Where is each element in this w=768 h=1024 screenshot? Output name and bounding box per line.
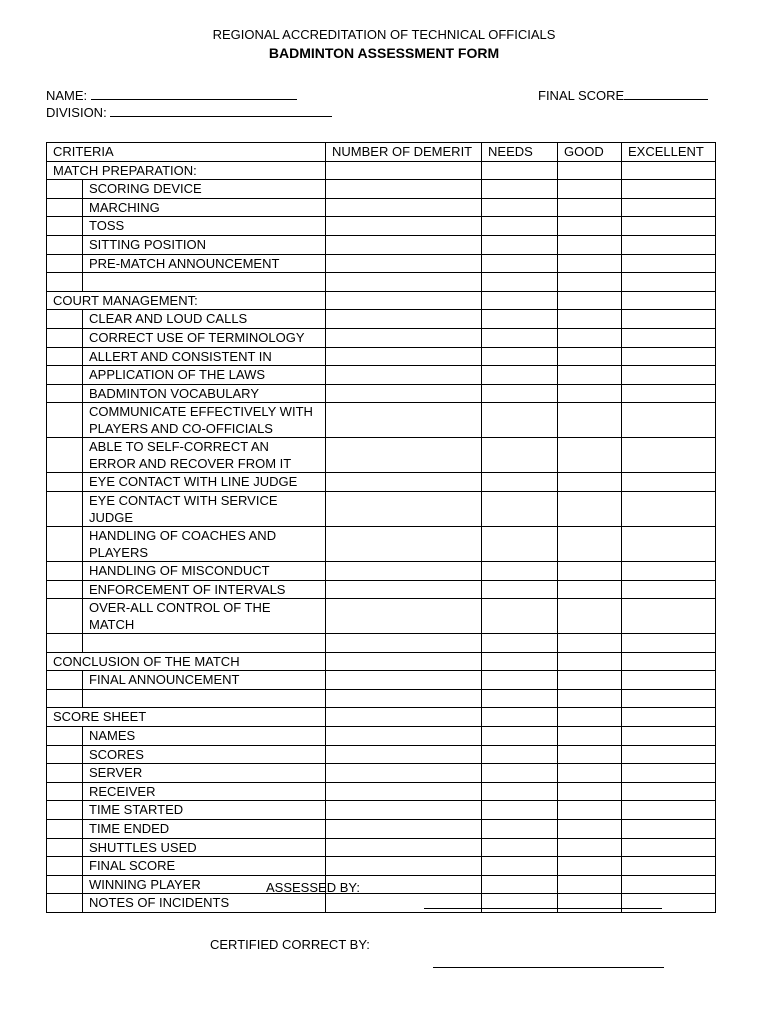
criteria-label: WINNING PLAYER	[83, 875, 326, 894]
indent-cell	[47, 526, 83, 561]
excellent-cell[interactable]	[622, 708, 716, 727]
demerit-cell[interactable]	[326, 561, 482, 580]
division-input-line[interactable]	[110, 105, 332, 117]
demerit-cell[interactable]	[326, 782, 482, 801]
criteria-label: COMMUNICATE EFFECTIVELY WITH PLAYERS AND CO-OFFICIALS	[83, 403, 326, 438]
demerit-cell[interactable]	[326, 599, 482, 634]
form-title: BADMINTON ASSESSMENT FORM	[268, 45, 500, 61]
needs-cell[interactable]	[482, 438, 558, 473]
criteria-row	[47, 580, 716, 599]
indent-cell	[47, 384, 83, 403]
indent-cell	[47, 347, 83, 366]
good-cell[interactable]	[558, 403, 622, 438]
good-cell[interactable]	[558, 273, 622, 292]
indent-cell	[47, 491, 83, 526]
excellent-cell[interactable]	[622, 217, 716, 236]
needs-cell[interactable]	[482, 403, 558, 438]
demerit-cell[interactable]	[326, 235, 482, 254]
criteria-label: BADMINTON VOCABULARY	[83, 384, 326, 403]
criteria-row	[47, 857, 716, 876]
indent-cell	[47, 857, 83, 876]
indent-cell	[47, 438, 83, 473]
excellent-cell[interactable]	[622, 366, 716, 385]
table-header-row	[47, 143, 716, 162]
header-needs: NEEDS	[482, 143, 558, 162]
demerit-cell[interactable]	[326, 438, 482, 473]
needs-cell[interactable]	[482, 634, 558, 653]
criteria-label: SERVER	[83, 764, 326, 783]
criteria-label: CLEAR AND LOUD CALLS	[83, 310, 326, 329]
excellent-cell[interactable]	[622, 254, 716, 273]
good-cell[interactable]	[558, 745, 622, 764]
criteria-row	[47, 310, 716, 329]
criteria-row	[47, 235, 716, 254]
section-heading: CONCLUSION OF THE MATCH	[47, 652, 326, 671]
excellent-cell[interactable]	[622, 727, 716, 746]
header-excellent: EXCELLENT	[622, 143, 716, 162]
good-cell[interactable]	[558, 438, 622, 473]
excellent-cell[interactable]	[622, 745, 716, 764]
criteria-label: TOSS	[83, 217, 326, 236]
needs-cell[interactable]	[482, 875, 558, 894]
excellent-cell[interactable]	[622, 473, 716, 492]
indent-cell	[47, 764, 83, 783]
section-row	[47, 708, 716, 727]
good-cell[interactable]	[558, 217, 622, 236]
good-cell[interactable]	[558, 801, 622, 820]
criteria-row	[47, 384, 716, 403]
good-cell[interactable]	[558, 310, 622, 329]
excellent-cell[interactable]	[622, 180, 716, 199]
criteria-row	[47, 561, 716, 580]
excellent-cell[interactable]	[622, 857, 716, 876]
indent-cell	[47, 820, 83, 839]
needs-cell[interactable]	[482, 599, 558, 634]
good-cell[interactable]	[558, 652, 622, 671]
good-cell[interactable]	[558, 291, 622, 310]
criteria-row	[47, 347, 716, 366]
good-cell[interactable]	[558, 328, 622, 347]
demerit-cell[interactable]	[326, 526, 482, 561]
excellent-cell[interactable]	[622, 689, 716, 708]
demerit-cell[interactable]	[326, 198, 482, 217]
indent-cell	[47, 180, 83, 199]
needs-cell[interactable]	[482, 217, 558, 236]
criteria-label: SHUTTLES USED	[83, 838, 326, 857]
needs-cell[interactable]	[482, 801, 558, 820]
needs-cell[interactable]	[482, 291, 558, 310]
assessment-table	[46, 142, 716, 913]
excellent-cell[interactable]	[622, 235, 716, 254]
needs-cell[interactable]	[482, 764, 558, 783]
needs-cell[interactable]	[482, 894, 558, 913]
excellent-cell[interactable]	[622, 384, 716, 403]
blank-row	[47, 273, 716, 292]
demerit-cell[interactable]	[326, 689, 482, 708]
excellent-cell[interactable]	[622, 347, 716, 366]
good-cell[interactable]	[558, 235, 622, 254]
excellent-cell[interactable]	[622, 310, 716, 329]
final-score-field	[538, 88, 708, 104]
section-heading: SCORE SHEET	[47, 708, 326, 727]
demerit-cell[interactable]	[326, 652, 482, 671]
demerit-cell[interactable]	[326, 161, 482, 180]
section-row	[47, 291, 716, 310]
needs-cell[interactable]	[482, 384, 558, 403]
criteria-label: TIME ENDED	[83, 820, 326, 839]
good-cell[interactable]	[558, 708, 622, 727]
demerit-cell[interactable]	[326, 671, 482, 690]
criteria-label: ALLERT AND CONSISTENT IN	[83, 347, 326, 366]
criteria-row	[47, 328, 716, 347]
needs-cell[interactable]	[482, 235, 558, 254]
criteria-label: SITTING POSITION	[83, 235, 326, 254]
demerit-cell[interactable]	[326, 764, 482, 783]
good-cell[interactable]	[558, 599, 622, 634]
criteria-label: SCORING DEVICE	[83, 180, 326, 199]
indent-cell	[47, 599, 83, 634]
header-number-of-demerit: NUMBER OF DEMERIT	[326, 143, 482, 162]
excellent-cell[interactable]	[622, 561, 716, 580]
good-cell[interactable]	[558, 366, 622, 385]
criteria-label: EYE CONTACT WITH LINE JUDGE	[83, 473, 326, 492]
good-cell[interactable]	[558, 384, 622, 403]
excellent-cell[interactable]	[622, 526, 716, 561]
demerit-cell[interactable]	[326, 384, 482, 403]
good-cell[interactable]	[558, 689, 622, 708]
criteria-row	[47, 745, 716, 764]
criteria-row	[47, 875, 716, 894]
section-heading: COURT MANAGEMENT:	[47, 291, 326, 310]
blank-row	[47, 634, 716, 653]
needs-cell[interactable]	[482, 820, 558, 839]
demerit-cell[interactable]	[326, 894, 482, 913]
criteria-row	[47, 727, 716, 746]
needs-cell[interactable]	[482, 366, 558, 385]
criteria-row	[47, 366, 716, 385]
good-cell[interactable]	[558, 875, 622, 894]
criteria-row	[47, 599, 716, 634]
form-org-title: REGIONAL ACCREDITATION OF TECHNICAL OFFICIALS	[212, 27, 556, 42]
needs-cell[interactable]	[482, 198, 558, 217]
excellent-cell[interactable]	[622, 403, 716, 438]
excellent-cell[interactable]	[622, 875, 716, 894]
excellent-cell[interactable]	[622, 652, 716, 671]
good-cell[interactable]	[558, 161, 622, 180]
needs-cell[interactable]	[482, 689, 558, 708]
criteria-label: NOTES OF INCIDENTS	[83, 894, 326, 913]
certified-by-signature-line[interactable]	[433, 966, 664, 968]
criteria-row	[47, 820, 716, 839]
good-cell[interactable]	[558, 764, 622, 783]
indent-cell	[47, 727, 83, 746]
demerit-cell[interactable]	[326, 291, 482, 310]
needs-cell[interactable]	[482, 273, 558, 292]
excellent-cell[interactable]	[622, 328, 716, 347]
demerit-cell[interactable]	[326, 403, 482, 438]
criteria-label: PRE-MATCH ANNOUNCEMENT	[83, 254, 326, 273]
criteria-label	[83, 634, 326, 653]
indent-cell	[47, 838, 83, 857]
criteria-label: FINAL SCORE	[83, 857, 326, 876]
indent-cell	[47, 671, 83, 690]
criteria-label: ENFORCEMENT OF INTERVALS	[83, 580, 326, 599]
criteria-row	[47, 782, 716, 801]
indent-cell	[47, 782, 83, 801]
criteria-label: HANDLING OF MISCONDUCT	[83, 561, 326, 580]
excellent-cell[interactable]	[622, 291, 716, 310]
needs-cell[interactable]	[482, 745, 558, 764]
excellent-cell[interactable]	[622, 161, 716, 180]
excellent-cell[interactable]	[622, 438, 716, 473]
criteria-label: ABLE TO SELF-CORRECT AN ERROR AND RECOVER FROM IT	[83, 438, 326, 473]
needs-cell[interactable]	[482, 857, 558, 876]
needs-cell[interactable]	[482, 580, 558, 599]
needs-cell[interactable]	[482, 838, 558, 857]
excellent-cell[interactable]	[622, 801, 716, 820]
criteria-label: FINAL ANNOUNCEMENT	[83, 671, 326, 690]
indent-cell	[47, 473, 83, 492]
excellent-cell[interactable]	[622, 782, 716, 801]
good-cell[interactable]	[558, 857, 622, 876]
good-cell[interactable]	[558, 782, 622, 801]
demerit-cell[interactable]	[326, 727, 482, 746]
indent-cell	[47, 894, 83, 913]
excellent-cell[interactable]	[622, 580, 716, 599]
criteria-row	[47, 403, 716, 438]
header-criteria: CRITERIA	[47, 143, 326, 162]
criteria-row	[47, 473, 716, 492]
criteria-row	[47, 491, 716, 526]
criteria-row	[47, 180, 716, 199]
demerit-cell[interactable]	[326, 254, 482, 273]
needs-cell[interactable]	[482, 310, 558, 329]
criteria-row	[47, 671, 716, 690]
needs-cell[interactable]	[482, 652, 558, 671]
assessed-by-label: ASSESSED BY:	[266, 880, 360, 895]
excellent-cell[interactable]	[622, 838, 716, 857]
excellent-cell[interactable]	[622, 820, 716, 839]
criteria-row	[47, 894, 716, 913]
good-cell[interactable]	[558, 526, 622, 561]
excellent-cell[interactable]	[622, 634, 716, 653]
excellent-cell[interactable]	[622, 491, 716, 526]
good-cell[interactable]	[558, 198, 622, 217]
criteria-label: CORRECT USE OF TERMINOLOGY	[83, 328, 326, 347]
needs-cell[interactable]	[482, 491, 558, 526]
demerit-cell[interactable]	[326, 745, 482, 764]
criteria-row	[47, 217, 716, 236]
needs-cell[interactable]	[482, 526, 558, 561]
section-row	[47, 652, 716, 671]
good-cell[interactable]	[558, 491, 622, 526]
indent-cell	[47, 310, 83, 329]
criteria-label: RECEIVER	[83, 782, 326, 801]
criteria-row	[47, 254, 716, 273]
demerit-cell[interactable]	[326, 180, 482, 199]
blank-row	[47, 689, 716, 708]
final-score-input-line[interactable]	[624, 88, 708, 100]
needs-cell[interactable]	[482, 727, 558, 746]
indent-cell	[47, 235, 83, 254]
indent-cell	[47, 580, 83, 599]
excellent-cell[interactable]	[622, 273, 716, 292]
criteria-label: OVER-ALL CONTROL OF THE MATCH	[83, 599, 326, 634]
indent-cell	[47, 217, 83, 236]
criteria-label: EYE CONTACT WITH SERVICE JUDGE	[83, 491, 326, 526]
excellent-cell[interactable]	[622, 599, 716, 634]
name-field	[46, 88, 297, 104]
demerit-cell[interactable]	[326, 217, 482, 236]
demerit-cell[interactable]	[326, 310, 482, 329]
indent-cell	[47, 254, 83, 273]
demerit-cell[interactable]	[326, 838, 482, 857]
good-cell[interactable]	[558, 561, 622, 580]
demerit-cell[interactable]	[326, 801, 482, 820]
demerit-cell[interactable]	[326, 857, 482, 876]
criteria-row	[47, 764, 716, 783]
demerit-cell[interactable]	[326, 347, 482, 366]
indent-cell	[47, 745, 83, 764]
demerit-cell[interactable]	[326, 366, 482, 385]
indent-cell	[47, 198, 83, 217]
good-cell[interactable]	[558, 580, 622, 599]
demerit-cell[interactable]	[326, 491, 482, 526]
indent-cell	[47, 403, 83, 438]
assessment-table-body	[47, 143, 716, 913]
division-field	[46, 105, 332, 121]
criteria-label: TIME STARTED	[83, 801, 326, 820]
header-good: GOOD	[558, 143, 622, 162]
criteria-label: NAMES	[83, 727, 326, 746]
needs-cell[interactable]	[482, 347, 558, 366]
criteria-row	[47, 526, 716, 561]
section-row	[47, 161, 716, 180]
excellent-cell[interactable]	[622, 671, 716, 690]
criteria-label: MARCHING	[83, 198, 326, 217]
assessed-by-signature-line[interactable]	[424, 907, 662, 909]
demerit-cell[interactable]	[326, 708, 482, 727]
criteria-row	[47, 198, 716, 217]
needs-cell[interactable]	[482, 671, 558, 690]
criteria-row	[47, 838, 716, 857]
final-score-label: FINAL SCORE	[538, 88, 625, 103]
good-cell[interactable]	[558, 820, 622, 839]
criteria-label	[83, 273, 326, 292]
good-cell[interactable]	[558, 254, 622, 273]
name-label: NAME:	[46, 88, 88, 103]
needs-cell[interactable]	[482, 782, 558, 801]
demerit-cell[interactable]	[326, 820, 482, 839]
demerit-cell[interactable]	[326, 473, 482, 492]
needs-cell[interactable]	[482, 561, 558, 580]
good-cell[interactable]	[558, 473, 622, 492]
needs-cell[interactable]	[482, 161, 558, 180]
criteria-row	[47, 801, 716, 820]
demerit-cell[interactable]	[326, 580, 482, 599]
good-cell[interactable]	[558, 671, 622, 690]
needs-cell[interactable]	[482, 708, 558, 727]
indent-cell	[47, 689, 83, 708]
needs-cell[interactable]	[482, 328, 558, 347]
indent-cell	[47, 273, 83, 292]
demerit-cell[interactable]	[326, 273, 482, 292]
indent-cell	[47, 328, 83, 347]
excellent-cell[interactable]	[622, 764, 716, 783]
needs-cell[interactable]	[482, 254, 558, 273]
good-cell[interactable]	[558, 180, 622, 199]
needs-cell[interactable]	[482, 180, 558, 199]
good-cell[interactable]	[558, 894, 622, 913]
indent-cell	[47, 875, 83, 894]
good-cell[interactable]	[558, 347, 622, 366]
certified-by-label: CERTIFIED CORRECT BY:	[210, 937, 370, 952]
criteria-label	[83, 689, 326, 708]
excellent-cell[interactable]	[622, 198, 716, 217]
criteria-label: SCORES	[83, 745, 326, 764]
criteria-label: APPLICATION OF THE LAWS	[83, 366, 326, 385]
section-heading: MATCH PREPARATION:	[47, 161, 326, 180]
indent-cell	[47, 801, 83, 820]
good-cell[interactable]	[558, 838, 622, 857]
demerit-cell[interactable]	[326, 328, 482, 347]
good-cell[interactable]	[558, 634, 622, 653]
good-cell[interactable]	[558, 727, 622, 746]
demerit-cell[interactable]	[326, 634, 482, 653]
indent-cell	[47, 561, 83, 580]
needs-cell[interactable]	[482, 473, 558, 492]
criteria-row	[47, 438, 716, 473]
division-label: DIVISION:	[46, 105, 107, 120]
excellent-cell[interactable]	[622, 894, 716, 913]
name-input-line[interactable]	[91, 88, 297, 100]
indent-cell	[47, 634, 83, 653]
indent-cell	[47, 366, 83, 385]
criteria-label: HANDLING OF COACHES AND PLAYERS	[83, 526, 326, 561]
